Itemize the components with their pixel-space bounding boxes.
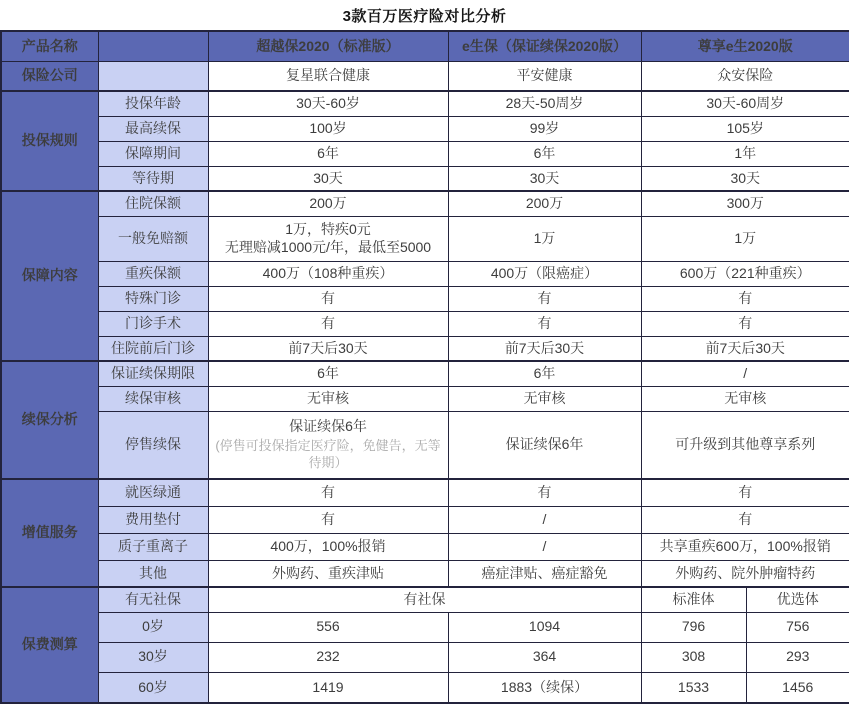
row-deductible — [1, 216, 849, 261]
row-coverage-term — [1, 141, 849, 166]
section-label-premium: 保费测算 — [1, 587, 98, 703]
row-critical-illness-cover — [1, 261, 849, 286]
cell-fee-advance-p1: 有 — [208, 506, 448, 533]
row-label-other-services: 其他 — [98, 560, 208, 587]
row-label-waiting-period: 等待期 — [98, 166, 208, 191]
section-label-services: 增值服务 — [1, 479, 98, 587]
row-age-0 — [1, 612, 849, 642]
page-title: 3款百万医疗险对比分析 — [342, 7, 507, 25]
section-label-apply-rules: 投保规则 — [1, 91, 98, 191]
row-label-max-renewal-age: 最高续保 — [98, 116, 208, 141]
cell-renewal-review-p3: 无审核 — [641, 386, 849, 411]
cell-outpatient-surgery-p2: 有 — [448, 311, 641, 336]
cell-other-services-p2: 癌症津贴、癌症豁免 — [448, 560, 641, 587]
cell-age-range-p2: 28天-50周岁 — [448, 91, 641, 116]
cell-critical-illness-p3: 600万（221种重疾） — [641, 261, 849, 286]
cell-age-range-p3: 30天-60周岁 — [641, 91, 849, 116]
deductible-line2: 无理赔减1000元/年，最低至5000 — [224, 238, 432, 255]
cell-max-renewal-age-p3: 105岁 — [641, 116, 849, 141]
cell-coverage-term-p3: 1年 — [641, 141, 849, 166]
cell-hospital-cover-p1: 200万 — [208, 191, 448, 216]
cell-pre-post-hospital-p2: 前7天后30天 — [448, 336, 641, 361]
cell-max-renewal-age-p2: 99岁 — [448, 116, 641, 141]
company-label: 保险公司 — [1, 61, 98, 91]
row-label-green-channel: 就医绿通 — [98, 479, 208, 506]
cell-green-channel-p1: 有 — [208, 479, 448, 506]
cell-max-renewal-age-p1: 100岁 — [208, 116, 448, 141]
cell-outpatient-surgery-p1: 有 — [208, 311, 448, 336]
header-empty-cell — [98, 31, 208, 61]
row-special-outpatient — [1, 286, 849, 311]
row-guaranteed-renewal-term — [1, 361, 849, 386]
cell-age-0-p3-standard: 796 — [641, 612, 746, 642]
cell-social-insurance-merged: 有社保 — [208, 587, 641, 612]
row-label-critical-illness: 重疾保额 — [98, 261, 208, 286]
row-proton-heavy-ion — [1, 533, 849, 560]
cell-age-0-p3-preferred: 756 — [746, 612, 849, 642]
cell-hospital-cover-p3: 300万 — [641, 191, 849, 216]
cell-deductible-p2: 1万 — [448, 216, 641, 261]
cell-deductible-p3: 1万 — [641, 216, 849, 261]
row-fee-advance — [1, 506, 849, 533]
discontinued-renewal-main: 保证续保6年 — [289, 418, 367, 435]
row-label-fee-advance: 费用垫付 — [98, 506, 208, 533]
cell-special-outpatient-p1: 有 — [208, 286, 448, 311]
cell-other-services-p1: 外购药、重疾津贴 — [208, 560, 448, 587]
row-pre-post-hospital — [1, 336, 849, 361]
cell-age-0-p1: 556 — [208, 612, 448, 642]
row-label-renewal-review: 续保审核 — [98, 386, 208, 411]
company-row — [1, 61, 849, 91]
row-label-age-30: 30岁 — [98, 642, 208, 672]
cell-fee-advance-p3: 有 — [641, 506, 849, 533]
row-age-60 — [1, 672, 849, 703]
cell-age-60-p1: 1419 — [208, 672, 448, 703]
cell-critical-illness-p1: 400万（108种重疾） — [208, 261, 448, 286]
discontinued-renewal-note: (停售可投保指定医疗险，免健告，无等待期） — [215, 437, 441, 470]
cell-pre-post-hospital-p1: 前7天后30天 — [208, 336, 448, 361]
product-header-3: 尊享e生2020版 — [641, 31, 849, 61]
cell-discontinued-renewal-p3: 可升级到其他尊享系列 — [641, 411, 849, 479]
cell-guaranteed-renewal-p2: 6年 — [448, 361, 641, 386]
row-label-deductible: 一般免赔额 — [98, 216, 208, 261]
cell-age-30-p3-standard: 308 — [641, 642, 746, 672]
row-age-30 — [1, 642, 849, 672]
cell-age-60-p3-preferred: 1456 — [746, 672, 849, 703]
cell-waiting-period-p1: 30天 — [208, 166, 448, 191]
cell-guaranteed-renewal-p1: 6年 — [208, 361, 448, 386]
cell-pre-post-hospital-p3: 前7天后30天 — [641, 336, 849, 361]
cell-waiting-period-p3: 30天 — [641, 166, 849, 191]
row-waiting-period — [1, 166, 849, 191]
row-other-services — [1, 560, 849, 587]
cell-company-p3: 众安保险 — [641, 61, 849, 91]
row-label-hospital-cover: 住院保额 — [98, 191, 208, 216]
row-green-channel — [1, 479, 849, 506]
row-label-coverage-term: 保障期间 — [98, 141, 208, 166]
cell-proton-heavy-ion-p1: 400万，100%报销 — [208, 533, 448, 560]
cell-coverage-term-p1: 6年 — [208, 141, 448, 166]
row-outpatient-surgery — [1, 311, 849, 336]
cell-green-channel-p3: 有 — [641, 479, 849, 506]
cell-discontinued-renewal-p1 — [208, 411, 448, 479]
cell-outpatient-surgery-p3: 有 — [641, 311, 849, 336]
row-label-age-60: 60岁 — [98, 672, 208, 703]
row-label-age-0: 0岁 — [98, 612, 208, 642]
cell-proton-heavy-ion-p2: / — [448, 533, 641, 560]
cell-other-services-p3: 外购药、院外肿瘤特药 — [641, 560, 849, 587]
cell-renewal-review-p1: 无审核 — [208, 386, 448, 411]
cell-proton-heavy-ion-p3: 共享重疾600万，100%报销 — [641, 533, 849, 560]
cell-age-0-p2: 1094 — [448, 612, 641, 642]
cell-age-30-p3-preferred: 293 — [746, 642, 849, 672]
deductible-line1: 1万，特疾0元 — [285, 221, 371, 237]
section-label-renewal: 续保分析 — [1, 361, 98, 479]
cell-standard-body-header: 标准体 — [641, 587, 746, 612]
cell-guaranteed-renewal-p3: / — [641, 361, 849, 386]
row-label-pre-post-hospital: 住院前后门诊 — [98, 336, 208, 361]
cell-age-60-p2: 1883（续保） — [448, 672, 641, 703]
cell-preferred-body-header: 优选体 — [746, 587, 849, 612]
product-header-1: 超越保2020（标准版） — [208, 31, 448, 61]
row-hospital-cover — [1, 191, 849, 216]
cell-waiting-period-p2: 30天 — [448, 166, 641, 191]
row-discontinued-renewal — [1, 411, 849, 479]
cell-green-channel-p2: 有 — [448, 479, 641, 506]
cell-age-range-p1: 30天-60岁 — [208, 91, 448, 116]
row-age-range — [1, 91, 849, 116]
cell-company-p2: 平安健康 — [448, 61, 641, 91]
cell-renewal-review-p2: 无审核 — [448, 386, 641, 411]
cell-coverage-term-p2: 6年 — [448, 141, 641, 166]
cell-age-30-p1: 232 — [208, 642, 448, 672]
section-label-coverage: 保障内容 — [1, 191, 98, 361]
cell-age-60-p3-standard: 1533 — [641, 672, 746, 703]
cell-company-p1: 复星联合健康 — [208, 61, 448, 91]
cell-special-outpatient-p2: 有 — [448, 286, 641, 311]
company-empty-cell — [98, 61, 208, 91]
row-label-proton-heavy-ion: 质子重离子 — [98, 533, 208, 560]
cell-special-outpatient-p3: 有 — [641, 286, 849, 311]
row-label-age-range: 投保年龄 — [98, 91, 208, 116]
row-label-discontinued-renewal: 停售续保 — [98, 411, 208, 479]
row-social-insurance — [1, 587, 849, 612]
row-label-guaranteed-renewal: 保证续保期限 — [98, 361, 208, 386]
cell-deductible-p1 — [208, 216, 448, 261]
cell-critical-illness-p2: 400万（限癌症） — [448, 261, 641, 286]
row-label-social-insurance: 有无社保 — [98, 587, 208, 612]
cell-fee-advance-p2: / — [448, 506, 641, 533]
product-name-label: 产品名称 — [1, 31, 98, 61]
row-label-special-outpatient: 特殊门诊 — [98, 286, 208, 311]
header-row — [1, 31, 849, 61]
row-max-renewal-age — [1, 116, 849, 141]
row-label-outpatient-surgery: 门诊手术 — [98, 311, 208, 336]
cell-age-30-p2: 364 — [448, 642, 641, 672]
product-header-2: e生保（保证续保2020版） — [448, 31, 641, 61]
comparison-table — [0, 30, 849, 704]
cell-discontinued-renewal-p2: 保证续保6年 — [448, 411, 641, 479]
cell-hospital-cover-p2: 200万 — [448, 191, 641, 216]
row-renewal-review — [1, 386, 849, 411]
